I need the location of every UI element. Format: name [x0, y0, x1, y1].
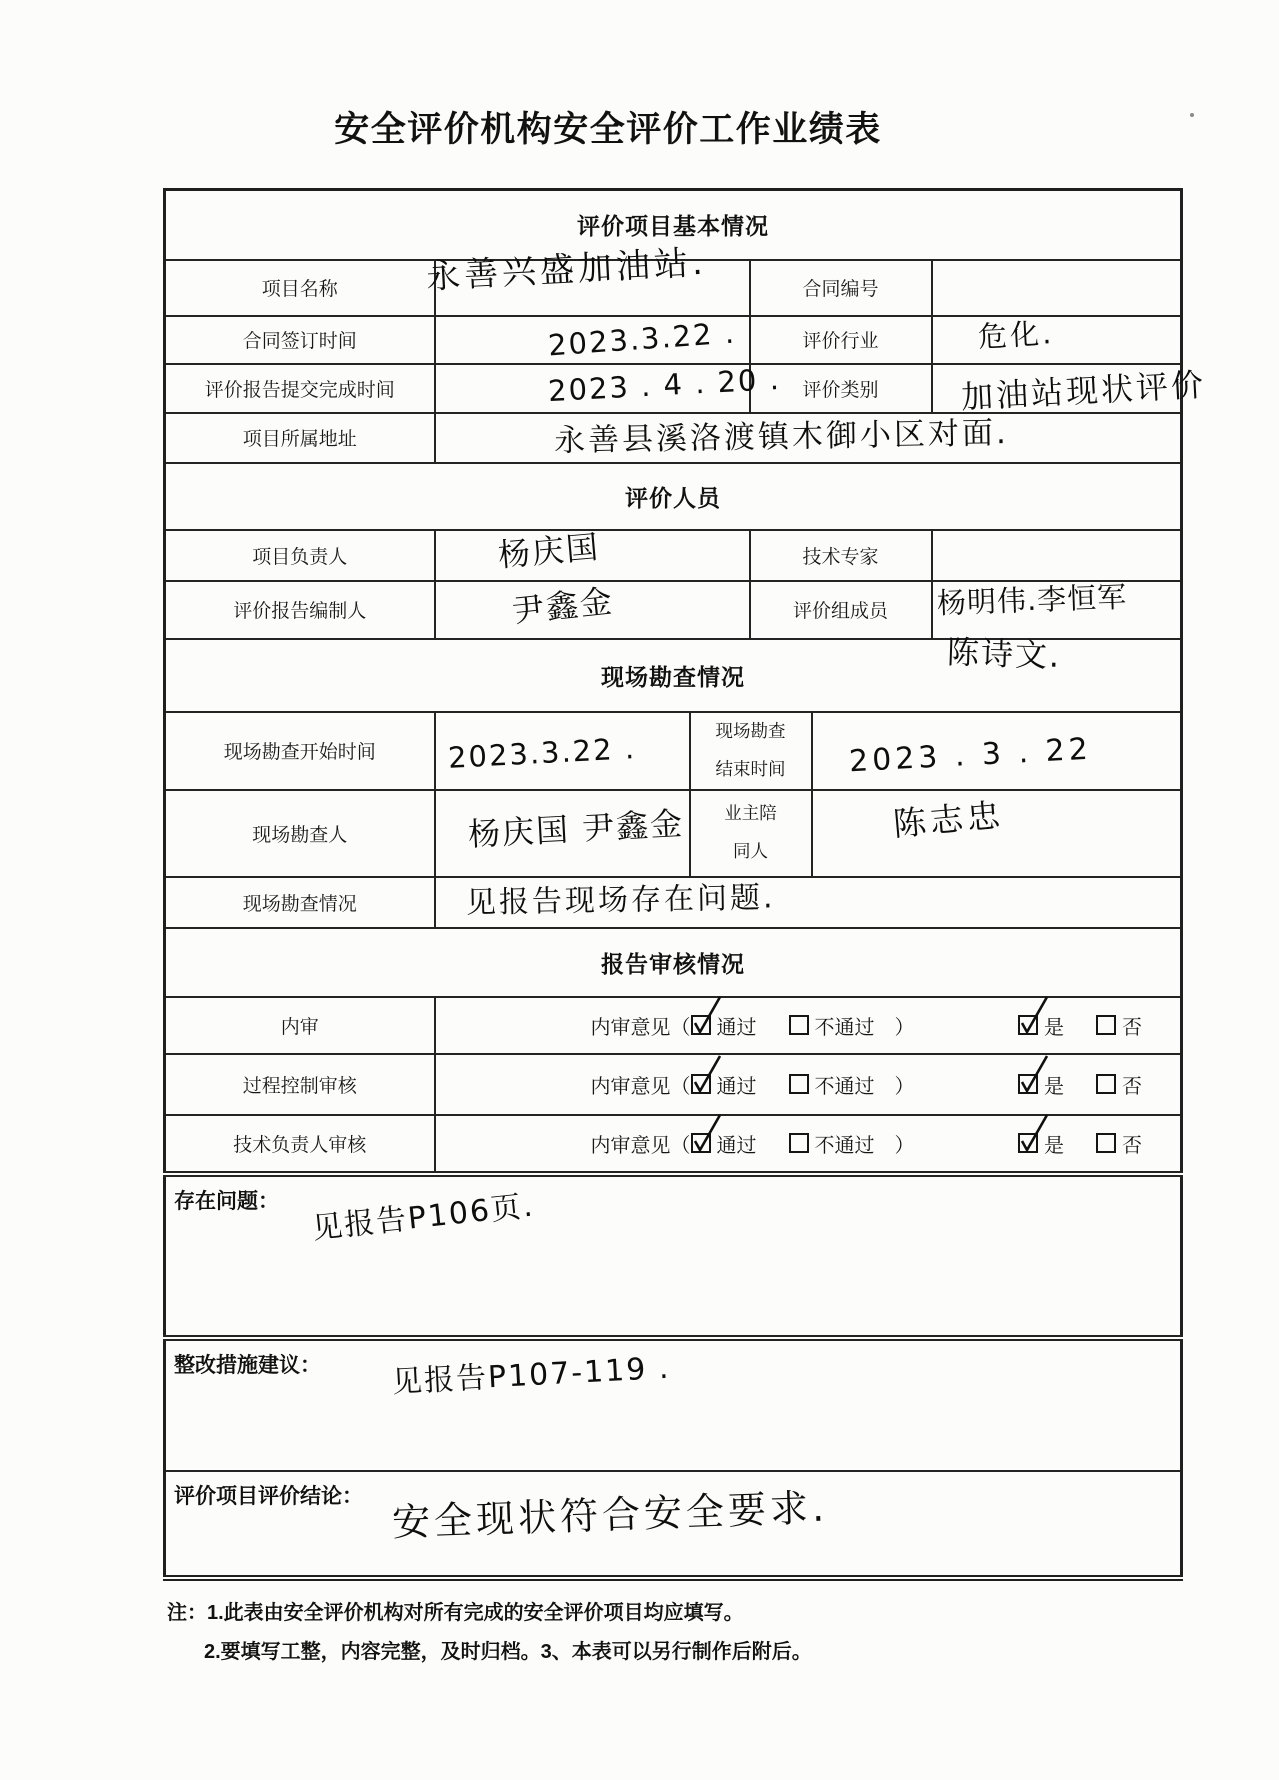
tick-mark-icon: [689, 1052, 725, 1096]
review-cell-process: [435, 1054, 1182, 1115]
section-header-basic: 评价项目基本情况: [165, 190, 1182, 260]
handwriting-survey-notes: 见报告现场存在问题.: [465, 879, 776, 921]
conclusion-cell: [165, 1471, 1182, 1578]
yes-label: 是: [1044, 1134, 1064, 1157]
field-value-project-name: [424, 242, 750, 316]
review-label-tech: 技术负责人审核: [165, 1115, 435, 1174]
no-label: 否: [1122, 1134, 1142, 1157]
handwriting-surveyors: 杨庆国 尹鑫金: [466, 803, 685, 854]
field-value-survey-start: [435, 712, 690, 790]
field-value-author: [435, 581, 750, 639]
section-header-staff: 评价人员: [165, 463, 1182, 530]
field-label-address: 项目所属地址: [165, 413, 435, 463]
field-value-contract-date: [435, 316, 750, 364]
checkbox-yes: [1018, 1074, 1038, 1094]
field-label-surveyors: 现场勘查人: [165, 790, 435, 877]
review-cell-tech: [435, 1115, 1182, 1174]
field-label-expert: 技术专家: [750, 530, 932, 581]
pass-label: 通过: [716, 1134, 757, 1157]
performance-form-table: [163, 188, 1207, 1581]
section-header-review: 报告审核情况: [165, 928, 1182, 997]
problems-label: 存在问题：: [174, 1189, 279, 1213]
no-label: 否: [1122, 1016, 1142, 1039]
field-value-industry: [932, 316, 1182, 364]
handwriting-team-line2: 陈诗文.: [945, 632, 1062, 675]
field-label-report-submit: 评价报告提交完成时间: [165, 364, 435, 413]
handwriting-leader: 杨庆国: [496, 527, 601, 574]
tick-mark-icon: [1016, 1111, 1052, 1155]
handwriting-survey-end: 2023 . 3 . 22: [847, 731, 1093, 779]
field-label-survey-end: [690, 712, 812, 790]
survey-end-label-line1: 现场勘查: [715, 720, 786, 741]
yes-label: 是: [1044, 1075, 1064, 1098]
footnote-line-2: 2.要填写工整，内容完整，及时归档。3、本表可以另行制作后附后。: [204, 1641, 812, 1663]
checkbox-pass: [691, 1015, 711, 1035]
row-conclusion: [165, 1471, 1182, 1578]
field-value-leader: [435, 527, 750, 581]
tick-mark-icon: [689, 1111, 725, 1155]
suggestions-cell: [165, 1338, 1182, 1471]
field-value-contract-no: [932, 260, 1182, 316]
handwriting-project-name: 永善兴盛加油站.: [424, 242, 708, 297]
fail-label: 不通过: [814, 1016, 875, 1039]
handwriting-category: 加油站现状评价: [959, 365, 1207, 416]
owner-escort-label-line2: 同人: [733, 841, 768, 861]
opinion-close-text: ）: [894, 1075, 915, 1098]
pass-label: 通过: [716, 1075, 757, 1098]
conclusion-label: 评价项目评价结论：: [174, 1484, 363, 1508]
footnote-line-1: 注：1.此表由安全评价机构对所有完成的安全评价项目均应填写。: [167, 1602, 744, 1624]
pass-label: 通过: [716, 1016, 757, 1039]
fail-label: 不通过: [814, 1134, 875, 1157]
opinion-open-text: 内审意见（: [590, 1016, 691, 1039]
review-label-process: 过程控制审核: [165, 1054, 435, 1115]
handwriting-industry: 危化.: [976, 315, 1055, 354]
opinion-close-text: ）: [894, 1016, 915, 1039]
checkbox-fail: [789, 1074, 809, 1094]
handwriting-problems: 见报告P106页.: [310, 1187, 537, 1247]
field-label-survey-notes: 现场勘查情况: [165, 877, 435, 928]
row-contract-date: [165, 316, 1182, 364]
handwriting-suggestions: 见报告P107-119 .: [391, 1350, 672, 1400]
handwriting-contract-date: 2023.3.22 .: [546, 314, 737, 363]
field-label-leader: 项目负责人: [165, 530, 435, 581]
row-review-process: [165, 1054, 1182, 1115]
review-cell-internal: [435, 997, 1182, 1054]
field-label-team: 评价组成员: [750, 581, 932, 639]
checkbox-yes: [1018, 1015, 1038, 1035]
field-label-author: 评价报告编制人: [165, 581, 435, 639]
yes-label: 是: [1044, 1016, 1064, 1039]
section-row-review: [165, 928, 1182, 997]
field-value-owner-escort: [812, 790, 1182, 877]
checkbox-pass: [691, 1133, 711, 1153]
field-value-report-submit: [435, 361, 782, 413]
field-value-survey-end: [812, 712, 1182, 790]
handwriting-conclusion: 安全现状符合安全要求.: [391, 1484, 829, 1545]
field-label-contract-date: 合同签订时间: [165, 316, 435, 364]
row-review-tech: [165, 1115, 1182, 1174]
field-label-contract-no: 合同编号: [750, 260, 932, 316]
no-label: 否: [1122, 1075, 1142, 1098]
handwriting-owner-escort: 陈志忠: [891, 794, 1005, 844]
field-value-surveyors: [435, 790, 690, 877]
checkbox-pass: [691, 1074, 711, 1094]
checkbox-no: [1096, 1015, 1116, 1035]
field-value-team: [932, 579, 1182, 675]
review-label-internal: 内审: [165, 997, 435, 1054]
handwriting-report-submit: 2023 . 4 . 20 .: [546, 361, 782, 408]
row-report-submit: [165, 364, 1182, 413]
row-project-name: [165, 260, 1182, 316]
tick-mark-icon: [689, 993, 725, 1037]
opinion-open-text: 内审意见（: [590, 1075, 691, 1098]
problems-cell: [165, 1174, 1182, 1338]
field-label-survey-start: 现场勘查开始时间: [165, 712, 435, 790]
field-value-expert: [932, 530, 1182, 581]
checkbox-yes: [1018, 1133, 1038, 1153]
row-address: [165, 413, 1182, 463]
field-value-category: [932, 364, 1207, 416]
handwriting-team-line1: 杨明伟.李恒军: [935, 579, 1128, 620]
opinion-open-text: 内审意见（: [590, 1134, 691, 1157]
handwriting-survey-start: 2023.3.22 .: [446, 730, 637, 775]
handwriting-address: 永善县溪洛渡镇木御小区对面.: [553, 414, 1009, 459]
tick-mark-icon: [1016, 993, 1052, 1037]
footnotes: [167, 1594, 812, 1672]
field-label-industry: 评价行业: [750, 316, 932, 364]
fail-label: 不通过: [814, 1075, 875, 1098]
tick-mark-icon: [1016, 1052, 1052, 1096]
survey-end-label-line2: 结束时间: [715, 758, 786, 779]
checkbox-fail: [789, 1015, 809, 1035]
section-header-survey: 现场勘查情况: [165, 639, 1182, 712]
field-label-category: 评价类别: [750, 364, 932, 413]
row-problems: [165, 1174, 1182, 1338]
checkbox-no: [1096, 1074, 1116, 1094]
row-surveyors: [165, 790, 1182, 877]
scan-speck: [1190, 113, 1194, 117]
section-row-staff: [165, 463, 1182, 530]
row-author: [165, 581, 1182, 639]
handwriting-author: 尹鑫金: [509, 581, 616, 630]
field-label-project-name: 项目名称: [165, 260, 435, 316]
opinion-close-text: ）: [894, 1134, 915, 1157]
suggestions-label: 整改措施建议：: [174, 1353, 321, 1377]
checkbox-no: [1096, 1133, 1116, 1153]
page-title: 安全评价机构安全评价工作业绩表: [334, 110, 882, 149]
row-survey-start: [165, 712, 1182, 790]
owner-escort-label-line1: 业主陪: [724, 803, 777, 824]
row-survey-notes: [165, 877, 1182, 928]
row-suggestions: [165, 1338, 1182, 1471]
row-leader: [165, 530, 1182, 581]
field-value-address: [435, 413, 1182, 463]
field-label-owner-escort: [690, 790, 812, 877]
checkbox-fail: [789, 1133, 809, 1153]
field-value-survey-notes: [435, 877, 1182, 928]
row-review-internal: [165, 997, 1182, 1054]
